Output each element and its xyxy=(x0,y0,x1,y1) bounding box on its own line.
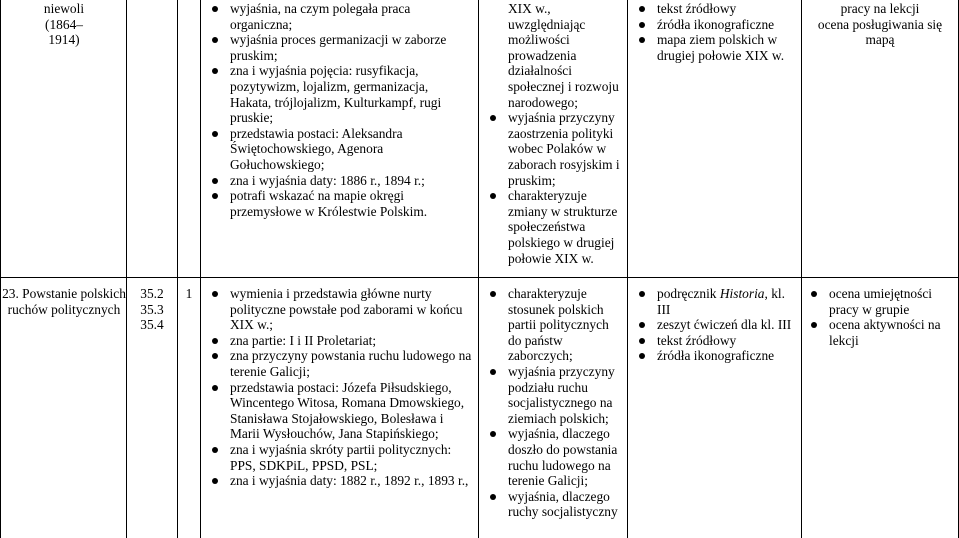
topic-line: (1864– xyxy=(45,16,83,32)
column-divider xyxy=(177,0,178,538)
list-item xyxy=(636,333,798,349)
requirements-extended-list xyxy=(487,110,625,266)
list-item: przedstawia postaci: Józefa Piłsudskiego, Wincentego Witosa, Romana Dmowskiego, Stanisława Stojałowskiego, Bolesława i Marii Wysłouchów, Jana Stapińskiego; xyxy=(209,380,474,442)
list-item: źródła ikonograficzne xyxy=(636,17,798,33)
assessment-text: pracy na lekcji xyxy=(840,1,920,16)
sources-cell xyxy=(636,1,798,63)
continued-text: możliwości xyxy=(508,32,570,48)
requirements-list xyxy=(209,286,474,489)
requirements-list xyxy=(209,1,471,219)
table-border-left xyxy=(0,0,1,538)
topic-line: niewoli xyxy=(43,1,85,16)
list-item: tekst źródłowy xyxy=(636,1,798,17)
list-item: zna i wyjaśnia daty: 1886 r., 1894 r.; xyxy=(209,173,471,189)
continued-text: narodowego; xyxy=(508,94,578,110)
topic-cell xyxy=(2,286,126,317)
source-text: źródła ikonograficzne xyxy=(657,348,775,364)
requirements-basic-cell xyxy=(209,1,471,219)
source-text: podręcznik xyxy=(657,286,720,301)
source-text: tekst źródłowy xyxy=(657,332,737,348)
source-text: , kl. III xyxy=(657,286,785,317)
column-divider xyxy=(478,0,479,538)
list-item: wymienia i przedstawia główne nurty polityczne powstałe pod zaborami w końcu XIX w.; xyxy=(209,286,474,333)
hours-count: 1 xyxy=(185,286,193,301)
list-item xyxy=(636,348,798,364)
list-item: przedstawia postaci: Aleksandra Świętochowskiego, Agenora Gołuchowskiego; xyxy=(209,126,471,173)
lesson-topic: 23. Powstanie polskich ruchów politycznych xyxy=(2,286,126,317)
row-divider xyxy=(0,277,959,278)
curriculum-ref: 35.4 xyxy=(140,317,164,333)
list-item xyxy=(636,286,798,317)
requirements-extended-cell xyxy=(487,286,625,520)
curriculum-ref: 35.3 xyxy=(140,301,164,317)
list-item: zna i wyjaśnia daty: 1882 r., 1892 r., 1893 r., xyxy=(209,473,474,489)
list-item: ocena aktywności na lekcji xyxy=(808,317,958,348)
list-item: ocena umiejętności pracy w grupie xyxy=(808,286,958,317)
list-item: mapa ziem polskich w drugiej połowie XIX w. xyxy=(636,32,798,63)
continued-text: prowadzenia xyxy=(508,47,577,63)
sources-list xyxy=(636,1,798,63)
continued-text: uwzględniając xyxy=(508,16,586,32)
list-item: charakteryzuje zmiany w strukturze społeczeństwa polskiego w drugiej połowie XIX w. xyxy=(487,188,625,266)
continued-text: XIX w., xyxy=(508,1,551,16)
requirements-basic-cell xyxy=(209,286,474,489)
list-item: wyjaśnia, dlaczego ruchy socjalistyczny xyxy=(487,489,625,520)
curriculum-ref: 35.2 xyxy=(140,286,164,301)
assessment-list xyxy=(808,286,958,348)
topic-cell-continued xyxy=(2,1,126,48)
column-divider xyxy=(801,0,802,538)
list-item: wyjaśnia, na czym polegała praca organiczna; xyxy=(209,1,471,32)
sources-list xyxy=(636,286,798,364)
list-item: charakteryzuje stosunek polskich partii politycznych do państw zaborczych; xyxy=(487,286,625,364)
requirements-extended-cell xyxy=(487,1,625,266)
list-item: zna i wyjaśnia skróty partii politycznych: PPS, SDKPiL, PPSD, PSL; xyxy=(209,442,474,473)
assessment-cell xyxy=(808,286,958,348)
list-item: zna i wyjaśnia pojęcia: rusyfikacja, pozytywizm, lojalizm, germanizacja, Hakata, trójlojalizm, Kulturkampf, rugi pruskie; xyxy=(209,63,471,125)
hours-cell xyxy=(178,286,200,302)
continued-text: działalności xyxy=(508,63,572,79)
column-divider xyxy=(126,0,127,538)
sources-cell xyxy=(636,286,798,364)
list-item: potrafi wskazać na mapie okręgi przemysłowe w Królestwie Polskim. xyxy=(209,188,471,219)
list-item: wyjaśnia, dlaczego doszło do powstania ruchu ludowego na terenie Galicji; xyxy=(487,426,625,488)
list-item: wyjaśnia przyczyny zaostrzenia polityki wobec Polaków w zaborach rosyjskim i pruskim; xyxy=(487,110,625,188)
assessment-cell xyxy=(802,1,958,48)
source-text: zeszyt ćwiczeń dla kl. III xyxy=(657,317,792,333)
curriculum-refs-cell xyxy=(127,286,177,333)
requirements-extended-list xyxy=(487,286,625,520)
source-title: Historia xyxy=(719,286,765,301)
column-divider xyxy=(627,0,628,538)
topic-line: 1914) xyxy=(48,32,80,48)
list-item xyxy=(636,317,798,333)
column-divider xyxy=(200,0,201,538)
list-item: wyjaśnia przyczyny podziału ruchu socjalistycznego na ziemiach polskich; xyxy=(487,364,625,426)
list-item: zna przyczyny powstania ruchu ludowego na terenie Galicji; xyxy=(209,348,474,379)
continued-text: społecznej i rozwoju xyxy=(508,78,619,94)
list-item: zna partie: I i II Proletariat; xyxy=(209,333,474,349)
list-item: wyjaśnia proces germanizacji w zaborze pruskim; xyxy=(209,32,471,63)
assessment-text: ocena posługiwania się mapą xyxy=(817,16,943,48)
